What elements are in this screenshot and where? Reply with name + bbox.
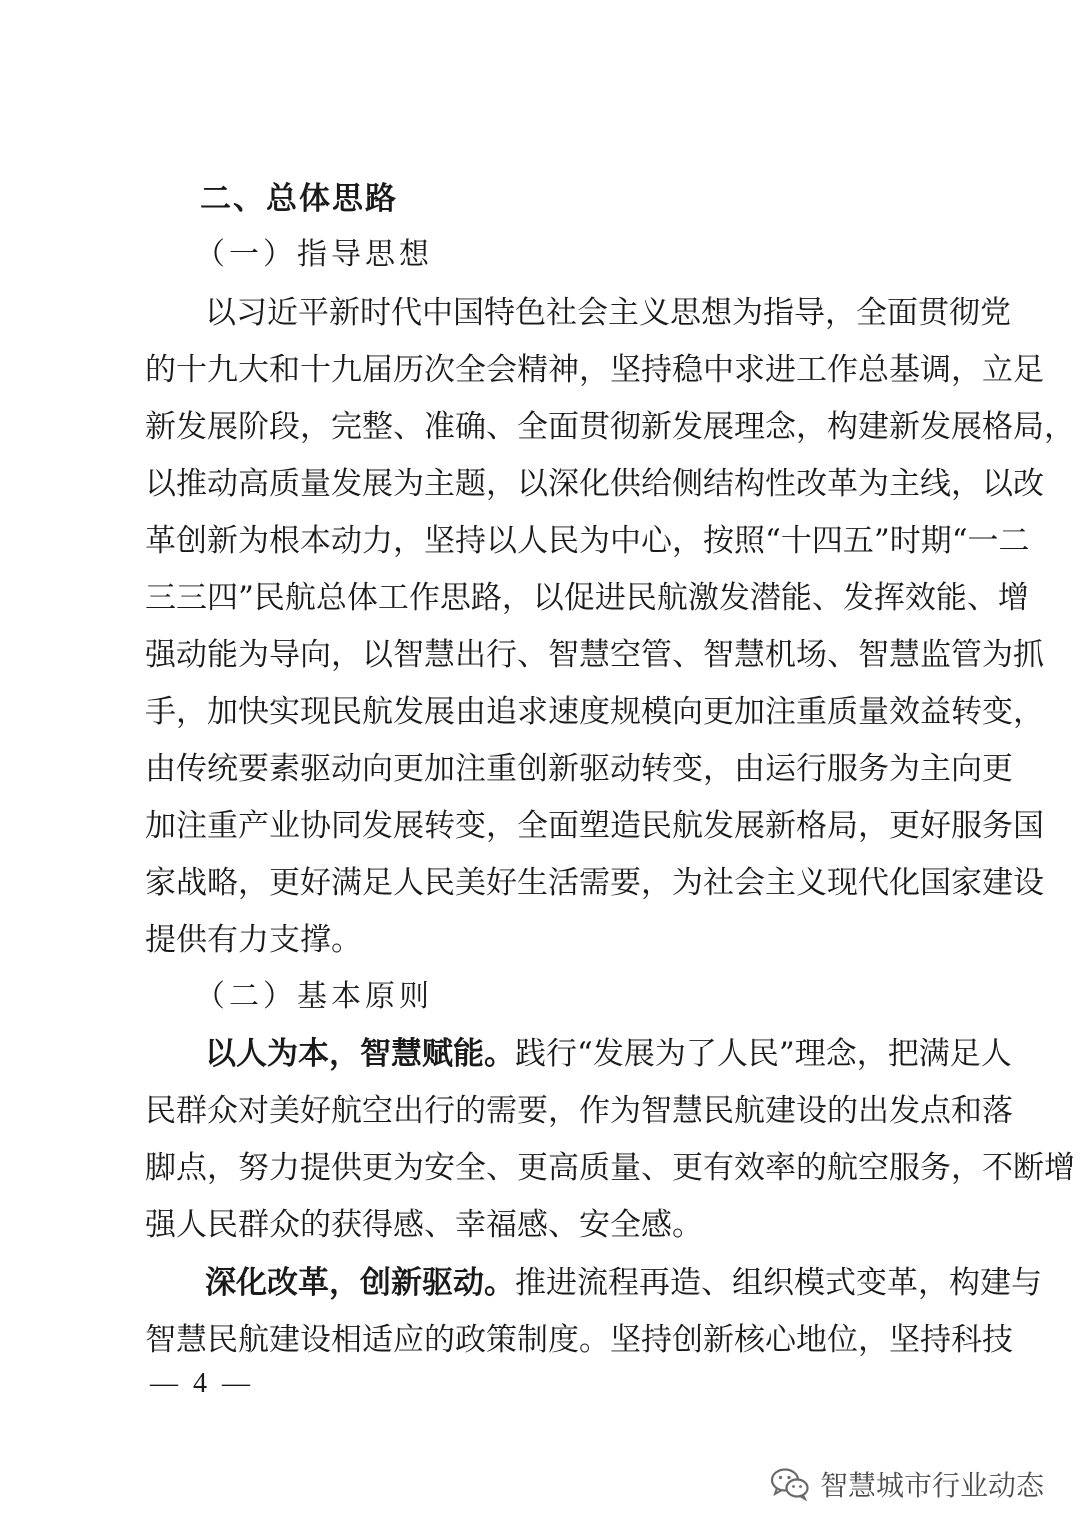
paragraph-line: 新发展阶段，完整、准确、全面贯彻新发展理念，构建新发展格局，: [145, 409, 1075, 445]
watermark-text: 智慧城市行业动态: [819, 1469, 1044, 1502]
paragraph-line: 智慧民航建设相适应的政策制度。坚持创新核心地位，坚持科技: [145, 1322, 1013, 1358]
paragraph-line: 以习近平新时代中国特色社会主义思想为指导，全面贯彻党: [205, 295, 1011, 331]
principle-text: 推进流程再造、组织模式变革，构建与: [515, 1265, 1042, 1301]
wechat-icon: [770, 1467, 810, 1501]
principle-first-line: [205, 1262, 1042, 1304]
subsection-title-guiding-ideology: （一）指导思想: [195, 237, 433, 272]
paragraph-line: 以推动高质量发展为主题，以深化供给侧结构性改革为主线，以改: [145, 466, 1044, 502]
paragraph-line: 脚点，努力提供更为安全、更高质量、更有效率的航空服务，不断增: [145, 1150, 1075, 1186]
principle-text: 践行“发展为了人民”理念，把满足人: [515, 1036, 1012, 1072]
paragraph-line: 提供有力支撑。: [145, 922, 362, 958]
paragraph-line: 民群众对美好航空出行的需要，作为智慧民航建设的出发点和落: [145, 1093, 1013, 1129]
paragraph-line: 强动能为导向，以智慧出行、智慧空管、智慧机场、智慧监管为抓: [145, 637, 1044, 673]
subsection-title-basic-principles: （二）基本原则: [195, 979, 433, 1014]
principle-first-line: [205, 1033, 1012, 1075]
watermark: [770, 1462, 1044, 1506]
paragraph-line: 手，加快实现民航发展由追求速度规模向更加注重质量效益转变，: [145, 694, 1044, 730]
paragraph-line: 家战略，更好满足人民美好生活需要，为社会主义现代化国家建设: [145, 865, 1044, 901]
paragraph-line: 强人民群众的获得感、幸福感、安全感。: [145, 1207, 703, 1243]
paragraph-line: 革创新为根本动力，坚持以人民为中心，按照“十四五”时期“一二: [145, 523, 1030, 559]
section-title: 二、总体思路: [200, 181, 398, 217]
principle-lead: 深化改革，创新驱动。: [205, 1265, 515, 1301]
page-number: — 4 —: [150, 1368, 254, 1399]
paragraph-line: 的十九大和十九届历次全会精神，坚持稳中求进工作总基调，立足: [145, 352, 1044, 388]
paragraph-line: 加注重产业协同发展转变，全面塑造民航发展新格局，更好服务国: [145, 808, 1044, 844]
principle-lead: 以人为本，智慧赋能。: [205, 1036, 515, 1072]
paragraph-line: 三三四”民航总体工作思路，以促进民航激发潜能、发挥效能、增: [145, 580, 1029, 616]
paragraph-line: 由传统要素驱动向更加注重创新驱动转变，由运行服务为主向更: [145, 751, 1013, 787]
